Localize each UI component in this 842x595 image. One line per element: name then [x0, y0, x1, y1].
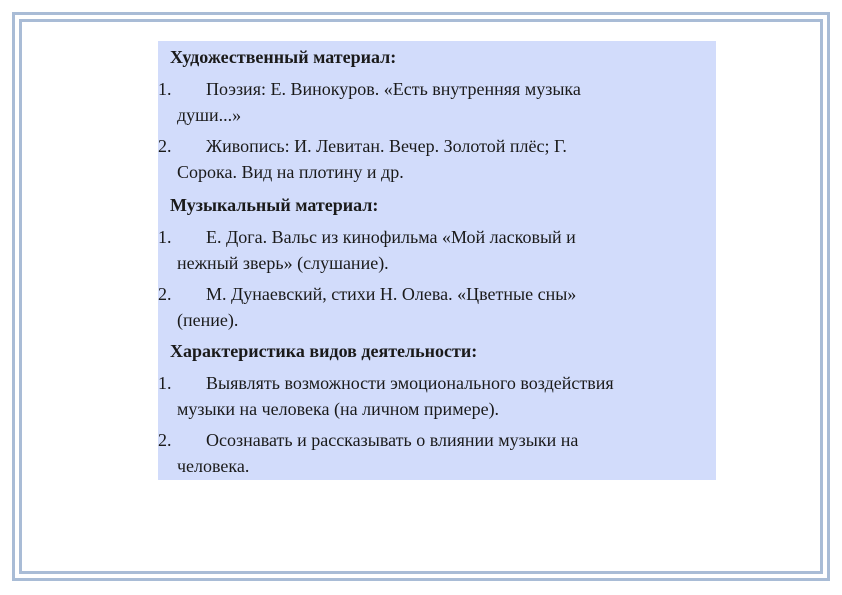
- list-item-text: Живопись: И. Левитан. Вечер. Золотой плёс; Г.: [206, 136, 567, 156]
- list-item-text-continued: души...»: [177, 105, 242, 125]
- list-item-text-continued: нежный зверь» (слушание).: [177, 253, 389, 273]
- list-item-number: 2.: [158, 430, 172, 450]
- list-item-text-continued: Сорока. Вид на плотину и др.: [177, 162, 404, 182]
- list-item-text: М. Дунаевский, стихи Н. Олева. «Цветные сны»: [206, 284, 577, 304]
- list-item-text-continued: человека.: [177, 456, 250, 476]
- list-item-number: 2.: [158, 284, 172, 304]
- list-item-text: Поэзия: Е. Винокуров. «Есть внутренняя музыка: [206, 79, 581, 99]
- list-item-text-continued: (пение).: [177, 310, 239, 330]
- list-item-text-continued: музыки на человека (на личном примере).: [177, 399, 500, 419]
- list-item-number: 2.: [158, 136, 172, 156]
- list-item-text: Осознавать и рассказывать о влиянии музыки на: [206, 430, 579, 450]
- text-block: [158, 41, 716, 480]
- list-item-text: Е. Дога. Вальс из кинофильма «Мой ласковый и: [206, 227, 576, 247]
- list-item-number: 1.: [158, 79, 172, 99]
- section-heading-activity-types: Характеристика видов деятельности:: [170, 341, 478, 361]
- list-item-text: Выявлять возможности эмоционального воздействия: [206, 373, 614, 393]
- section-heading-art-material: Художественный материал:: [170, 47, 397, 67]
- list-item-number: 1.: [158, 227, 172, 247]
- list-item-number: 1.: [158, 373, 172, 393]
- section-heading-music-material: Музыкальный материал:: [170, 195, 379, 215]
